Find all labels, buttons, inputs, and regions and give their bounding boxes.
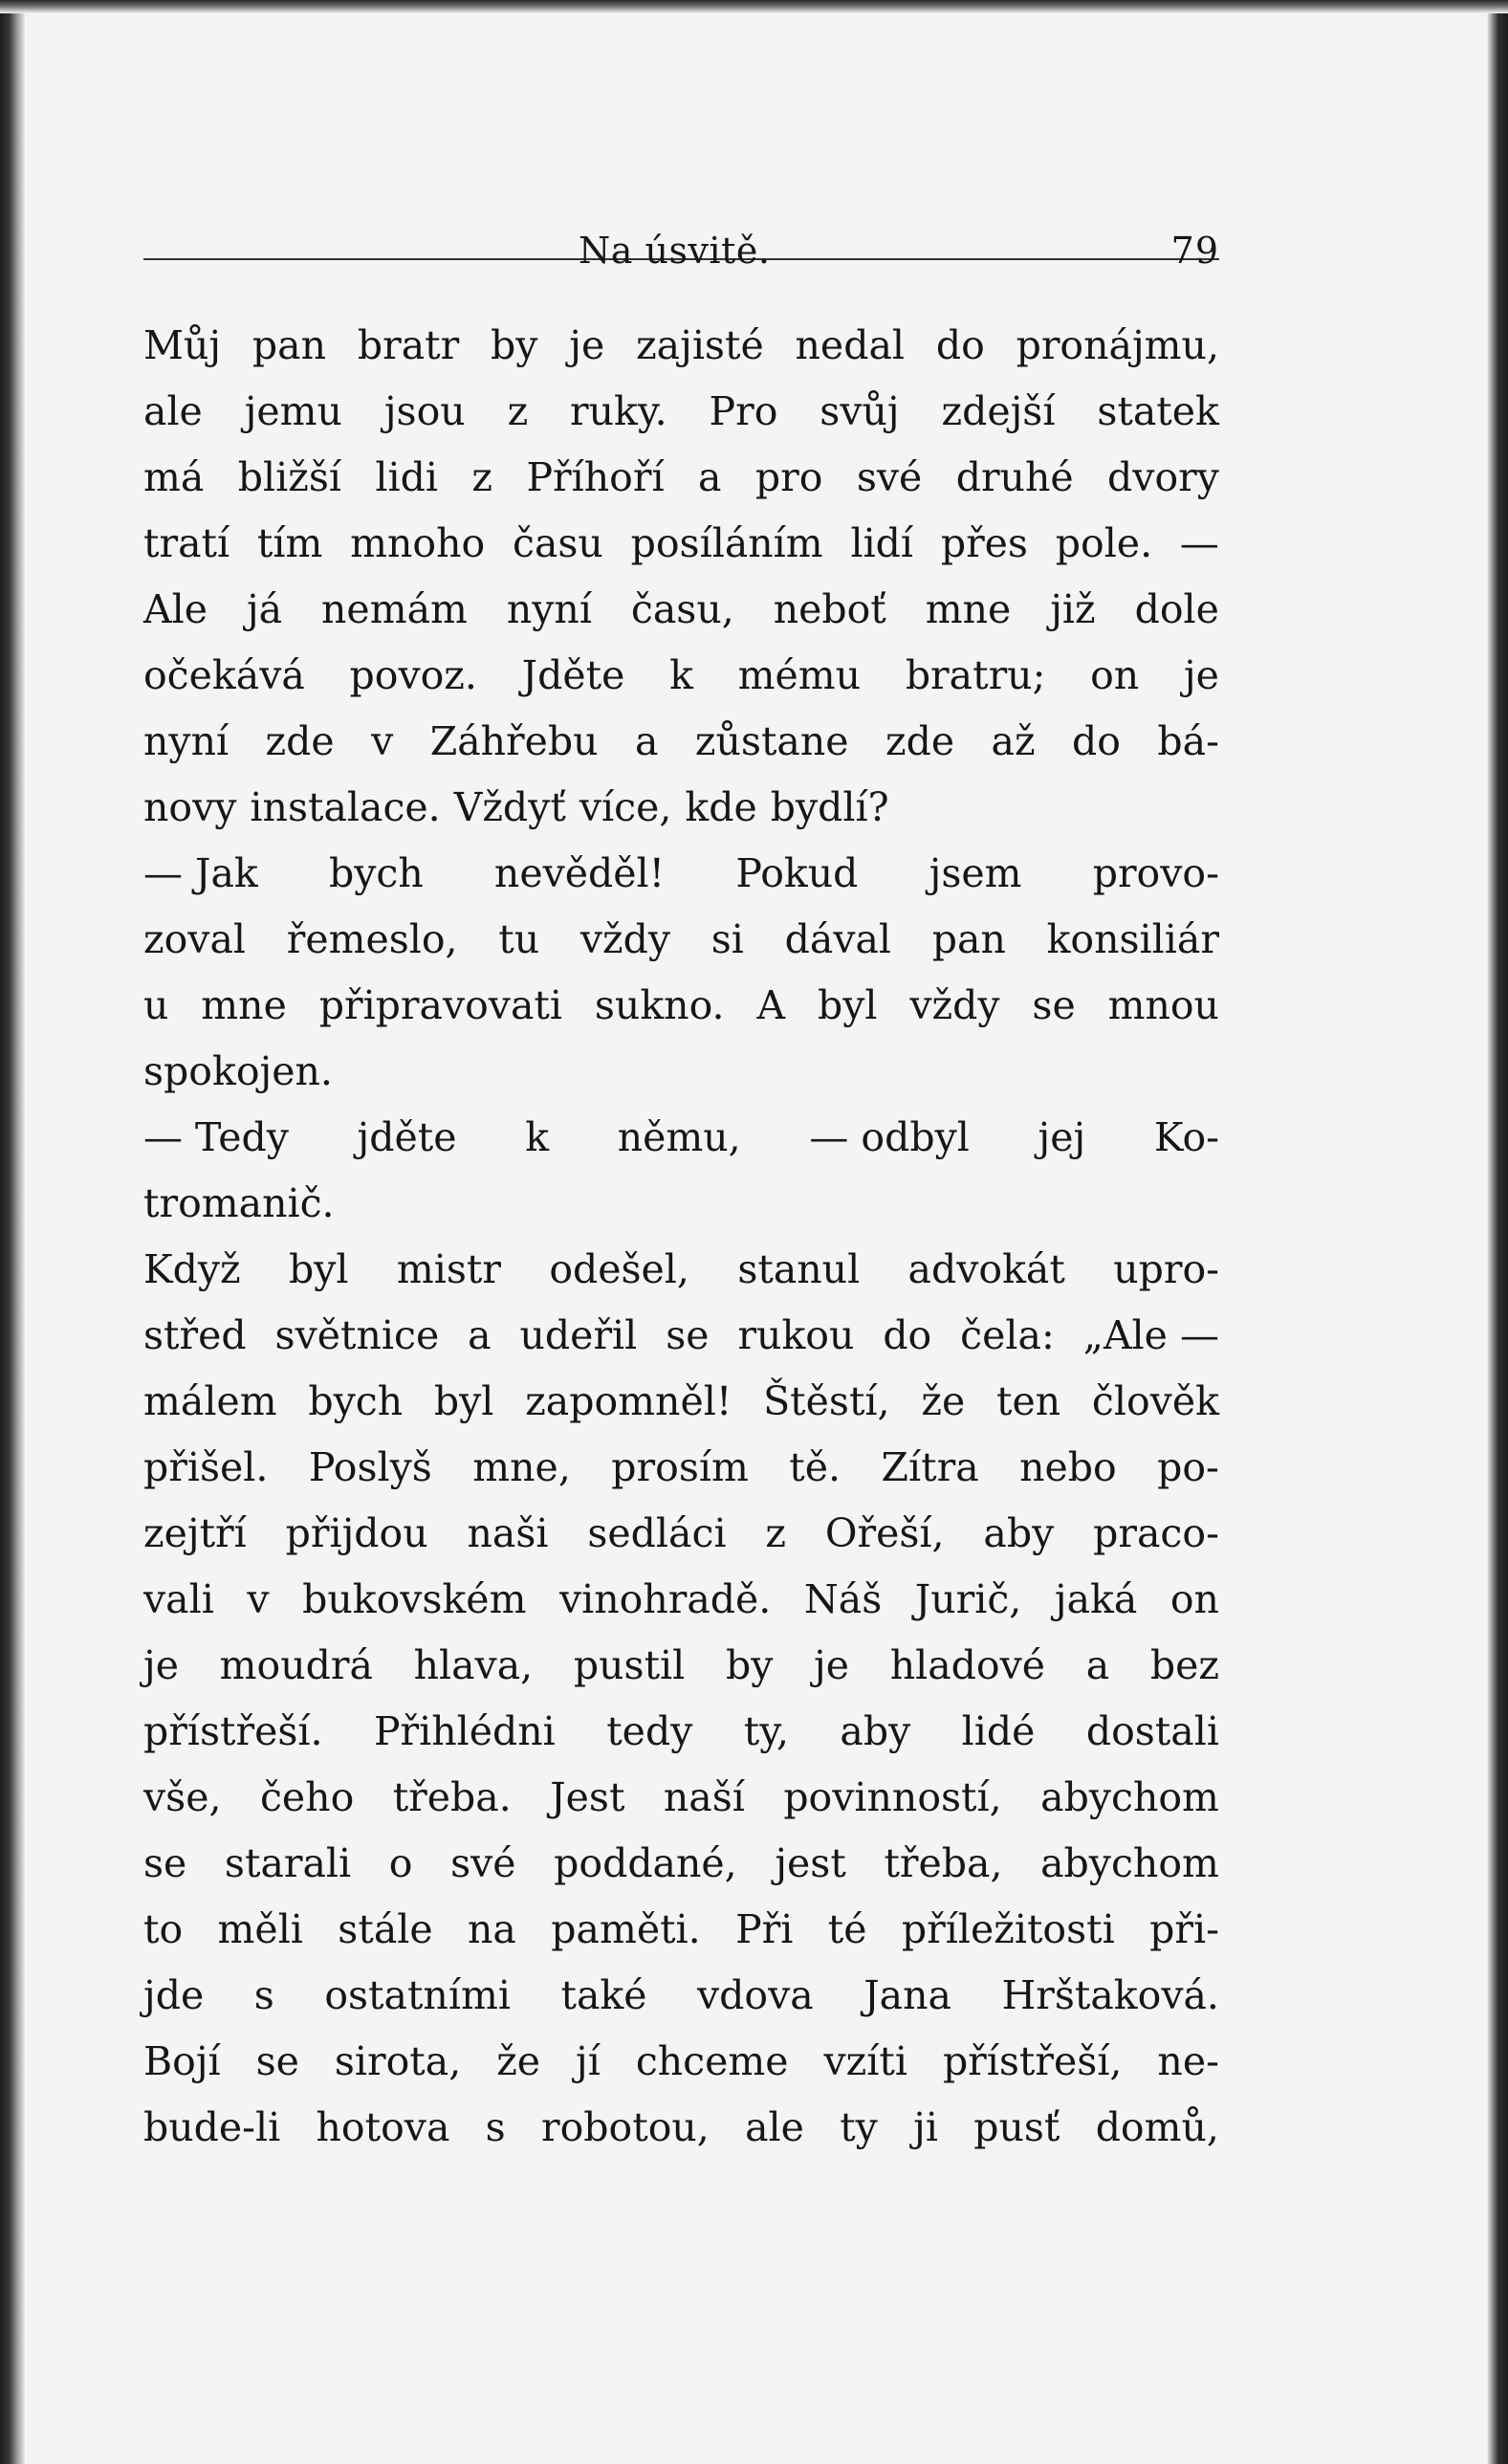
word: času	[512, 520, 603, 566]
text-line	[143, 313, 1219, 379]
word: mne,	[472, 1444, 571, 1490]
word: čeho	[259, 1774, 355, 1820]
word: ty	[840, 2104, 878, 2150]
word: až	[991, 718, 1036, 764]
word: mne	[201, 982, 287, 1028]
word: z	[471, 454, 493, 500]
word: měli	[217, 1906, 303, 1952]
word: abychom	[1040, 1840, 1219, 1886]
word: z	[507, 388, 529, 434]
word: bez	[1149, 1642, 1219, 1688]
word: Ale	[143, 586, 208, 632]
word: své	[856, 454, 923, 500]
word: ne-	[1157, 2038, 1219, 2084]
text-line	[143, 1303, 1219, 1369]
scan-edge-left	[0, 0, 25, 2464]
word: robotou,	[541, 2104, 710, 2150]
text-line	[143, 1369, 1219, 1435]
word: naši	[467, 1510, 549, 1556]
word: Vždyť	[453, 784, 566, 830]
word: vždy	[579, 916, 671, 962]
word: povoz.	[349, 652, 477, 698]
word: ruky.	[570, 388, 667, 434]
word: novy	[143, 784, 237, 830]
word: druhé	[955, 454, 1074, 500]
word: bude-li	[143, 2104, 281, 2150]
word: Příhoří	[526, 454, 665, 500]
word: lidí	[850, 520, 914, 566]
word: povinností,	[783, 1774, 1002, 1820]
word: Jděte	[521, 652, 625, 698]
word: a	[697, 454, 722, 500]
word: v	[371, 718, 394, 764]
word: nemám	[321, 586, 468, 632]
word: starali	[224, 1840, 352, 1886]
word: byl	[288, 1246, 349, 1292]
word: jemu	[244, 388, 342, 434]
word: pustil	[573, 1642, 686, 1688]
word: němu,	[617, 1114, 741, 1160]
word: bližší	[237, 454, 341, 500]
word: vše,	[143, 1774, 222, 1820]
word: bych	[308, 1378, 404, 1424]
word: tě.	[789, 1444, 841, 1490]
text-line	[143, 1171, 1219, 1237]
word: statek	[1097, 388, 1219, 434]
word: své	[450, 1840, 516, 1886]
text-line	[143, 1963, 1219, 2029]
word: Ořeší,	[824, 1510, 945, 1556]
text-line	[143, 907, 1219, 973]
text-line	[143, 577, 1219, 643]
word: Ko-	[1153, 1114, 1219, 1160]
word: o	[388, 1840, 413, 1886]
word: ale	[745, 2104, 804, 2150]
word: přijdou	[285, 1510, 428, 1556]
word: rukou	[737, 1312, 855, 1358]
word: provo-	[1092, 850, 1219, 896]
word: jej	[1038, 1114, 1086, 1160]
word: jsou	[383, 388, 466, 434]
scan-edge-top	[0, 0, 1508, 13]
word: do	[935, 322, 985, 368]
word: vzíti	[823, 2038, 907, 2084]
word: svůj	[820, 388, 900, 434]
scan-edge-right	[1487, 0, 1508, 2464]
word: ale	[143, 388, 203, 434]
word: že	[921, 1378, 966, 1424]
text-line	[143, 1501, 1219, 1567]
word: hlava,	[413, 1642, 534, 1688]
text-line	[143, 775, 1219, 841]
word: nyní	[506, 586, 592, 632]
word: Jana	[863, 1972, 951, 2018]
word: s	[253, 1972, 274, 2018]
word: a	[1085, 1642, 1110, 1688]
word: sukno.	[594, 982, 725, 1028]
word: je	[143, 1642, 179, 1688]
word: upro-	[1113, 1246, 1219, 1292]
word: zapomněl!	[525, 1378, 732, 1424]
word: málem	[143, 1378, 277, 1424]
word: bych	[328, 850, 424, 896]
word: posíláním	[630, 520, 823, 566]
word: nevěděl!	[493, 850, 666, 896]
word: již	[1050, 586, 1096, 632]
word: jde	[143, 1972, 205, 2018]
word: stanul	[737, 1246, 861, 1292]
word: do	[1072, 718, 1121, 764]
word: čela:	[960, 1312, 1055, 1358]
word: Poslyš	[308, 1444, 432, 1490]
word: byl	[817, 982, 878, 1028]
text-line	[143, 1699, 1219, 1765]
word: bydlí?	[770, 784, 889, 830]
word: vali	[143, 1576, 214, 1622]
word: k	[525, 1114, 550, 1160]
word: ty,	[743, 1708, 789, 1754]
word: z	[765, 1510, 787, 1556]
word: sirota,	[334, 2038, 462, 2084]
word: že	[496, 2038, 541, 2084]
word: zejtří	[143, 1510, 247, 1556]
word: se	[143, 1840, 187, 1886]
word: advokát	[907, 1246, 1065, 1292]
word: Bojí	[143, 2038, 221, 2084]
word: času,	[630, 586, 734, 632]
word: je	[1183, 652, 1219, 698]
word: je	[814, 1642, 850, 1688]
word: třeba.	[392, 1774, 512, 1820]
page-number: 79	[1170, 230, 1219, 272]
word: dvory	[1107, 454, 1219, 500]
word: nedal	[795, 322, 906, 368]
text-line	[143, 511, 1219, 577]
chapter-title: Na úsvitě.	[579, 230, 771, 272]
word: A	[756, 982, 786, 1028]
word: tedy	[606, 1708, 693, 1754]
word: dole	[1134, 586, 1219, 632]
word: člověk	[1091, 1378, 1219, 1424]
book-page	[143, 191, 1219, 2161]
word: — Tedy	[143, 1114, 289, 1160]
word: té	[827, 1906, 867, 1952]
word: stále	[338, 1906, 433, 1952]
word: pole.	[1055, 520, 1153, 566]
word: Pro	[709, 388, 778, 434]
text-line	[143, 841, 1219, 907]
word: to	[143, 1906, 184, 1952]
word: a	[635, 718, 659, 764]
word: — odbyl	[809, 1114, 970, 1160]
text-line	[143, 379, 1219, 445]
word: konsiliár	[1046, 916, 1219, 962]
text-line	[143, 1831, 1219, 1897]
word: pan	[931, 916, 1006, 962]
word: pan	[251, 322, 327, 368]
word: bá-	[1157, 718, 1219, 764]
word: aby	[840, 1708, 911, 1754]
text-line	[143, 1897, 1219, 1963]
word: bukovském	[302, 1576, 527, 1622]
word: jest	[775, 1840, 846, 1886]
word: pronájmu,	[1016, 322, 1219, 368]
word: očekává	[143, 652, 305, 698]
word: odešel,	[549, 1246, 689, 1292]
word: hladové	[889, 1642, 1046, 1688]
word: řemeslo,	[286, 916, 458, 962]
word: světnice	[274, 1312, 440, 1358]
word: mnoho	[350, 520, 486, 566]
word: on	[1090, 652, 1140, 698]
text-line	[143, 1765, 1219, 1831]
word: domů,	[1095, 2104, 1219, 2150]
word: vinohradě.	[558, 1576, 772, 1622]
word: chceme	[635, 2038, 789, 2084]
word: přístřeší.	[143, 1708, 323, 1754]
text-line	[143, 445, 1219, 511]
word: na	[468, 1906, 516, 1952]
word: dával	[784, 916, 892, 962]
word: instalace.	[250, 784, 441, 830]
word: mnou	[1107, 982, 1219, 1028]
word: připravovati	[318, 982, 563, 1028]
word: já	[246, 586, 283, 632]
word: jděte	[357, 1114, 457, 1160]
word: Při	[735, 1906, 794, 1952]
word: třeba,	[884, 1840, 1003, 1886]
word: má	[143, 454, 205, 500]
word: mistr	[396, 1246, 501, 1292]
word: Přihlédni	[373, 1708, 556, 1754]
word: přišel.	[143, 1444, 269, 1490]
word: naší	[663, 1774, 745, 1820]
word: střed	[143, 1312, 247, 1358]
word: Jest	[550, 1774, 625, 1820]
text-line	[143, 643, 1219, 709]
word: sedláci	[587, 1510, 727, 1556]
word: hotova	[316, 2104, 450, 2150]
word: nebo	[1019, 1444, 1117, 1490]
word: Když	[143, 1246, 241, 1292]
word: Zítra	[881, 1444, 979, 1490]
text-line	[143, 973, 1219, 1039]
word: udeřil	[519, 1312, 638, 1358]
word: u	[143, 982, 169, 1028]
word: zde	[265, 718, 335, 764]
text-line	[143, 2029, 1219, 2095]
word: tím	[256, 520, 323, 566]
word: po-	[1157, 1444, 1219, 1490]
word: bratr	[357, 322, 460, 368]
word: poddané,	[554, 1840, 737, 1886]
word: abychom	[1040, 1774, 1219, 1820]
word: pro	[754, 454, 823, 500]
word: jaká	[1054, 1576, 1138, 1622]
word: se	[1032, 982, 1076, 1028]
word: jí	[576, 2038, 601, 2084]
word: ostatními	[324, 1972, 511, 2018]
word: zoval	[143, 916, 247, 962]
word: praco-	[1093, 1510, 1219, 1556]
word: mému	[737, 652, 862, 698]
word: více,	[579, 784, 672, 830]
word: spokojen.	[143, 1048, 333, 1094]
word: jsem	[929, 850, 1022, 896]
word: zde	[885, 718, 955, 764]
word: by	[491, 322, 538, 368]
text-line	[143, 1237, 1219, 1303]
word: ji	[913, 2104, 938, 2150]
word: zdejší	[941, 388, 1056, 434]
text-line	[143, 1567, 1219, 1633]
word: Záhřebu	[429, 718, 599, 764]
word: Jurič,	[914, 1576, 1022, 1622]
word: kde	[685, 784, 757, 830]
word: neboť	[773, 586, 886, 632]
word: tu	[498, 916, 540, 962]
word: k	[669, 652, 693, 698]
word: zajisté	[636, 322, 764, 368]
word: Můj	[143, 322, 222, 368]
word: Štěstí,	[763, 1378, 890, 1424]
text-line	[143, 1633, 1219, 1699]
word: prosím	[611, 1444, 749, 1490]
word: — Jak	[143, 850, 258, 896]
word: byl	[433, 1378, 494, 1424]
word: v	[247, 1576, 270, 1622]
word: paměti.	[551, 1906, 701, 1952]
running-head	[143, 191, 1219, 272]
word: nyní	[143, 718, 229, 764]
word: zůstane	[694, 718, 849, 764]
word: by	[725, 1642, 774, 1688]
word: mne	[925, 586, 1012, 632]
word: přístřeší,	[942, 2038, 1123, 2084]
word: Pokud	[735, 850, 859, 896]
word: moudrá	[219, 1642, 373, 1688]
word: „Ale —	[1082, 1312, 1219, 1358]
word: pusť	[973, 2104, 1060, 2150]
word: vždy	[909, 982, 1000, 1028]
word: do	[883, 1312, 932, 1358]
word: ten	[995, 1378, 1061, 1424]
text-line	[143, 1435, 1219, 1501]
word: si	[710, 916, 744, 962]
word: a	[468, 1312, 492, 1358]
word: se	[666, 1312, 710, 1358]
word: přes	[940, 520, 1028, 566]
word: on	[1169, 1576, 1219, 1622]
word: dostali	[1085, 1708, 1219, 1754]
text-line	[143, 2095, 1219, 2161]
text-line	[143, 709, 1219, 775]
text-line	[143, 1039, 1219, 1105]
word: s	[485, 2104, 506, 2150]
word: Hrštaková.	[1001, 1972, 1219, 2018]
word: se	[255, 2038, 299, 2084]
word: aby	[983, 1510, 1055, 1556]
word: tromanič.	[143, 1180, 335, 1226]
word: je	[569, 322, 605, 368]
word: tratí	[143, 520, 230, 566]
word: vdova	[697, 1972, 814, 2018]
word: bratru;	[905, 652, 1046, 698]
word: Náš	[803, 1576, 883, 1622]
word: při-	[1149, 1906, 1219, 1952]
text-line	[143, 1105, 1219, 1171]
word: také	[560, 1972, 647, 2018]
body-text	[143, 313, 1219, 2161]
word: lidi	[375, 454, 438, 500]
word: příležitosti	[901, 1906, 1115, 1952]
word: —	[1179, 520, 1219, 566]
word: lidé	[961, 1708, 1036, 1754]
